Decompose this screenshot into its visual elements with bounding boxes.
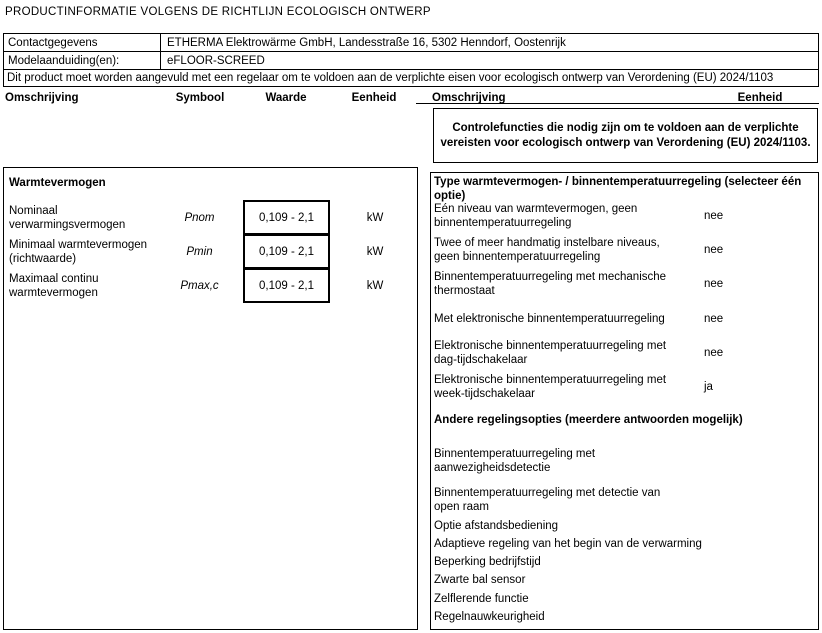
control-row-label: Met elektronische binnentemperatuurregeling [434, 313, 665, 325]
control-row-label: Elektronische binnentemperatuurregeling met dag-tijdschakelaar [434, 340, 667, 366]
control-row-value: ja [704, 381, 713, 393]
control-row-label: Optie afstandsbediening [434, 520, 559, 532]
other-options-section-title: Andere regelingsopties (meerdere antwoorden mogelijk) [434, 414, 743, 426]
control-functions-panel [430, 172, 819, 630]
column-header-symbol: Symbool [175, 92, 225, 104]
control-row-label: Adaptieve regeling van het begin van de verwarming [434, 538, 702, 550]
heat-row-unit: kW [366, 245, 384, 258]
heat-row-label: Nominaal verwarmingsvermogen [9, 204, 126, 231]
control-functions-notice: Controlefuncties die nodig zijn om te voldoen aan de verplichte vereisten voor ecologisch ontwerp van Verordening (EU) 2024/1103. [433, 108, 818, 163]
heat-row-unit: kW [366, 211, 384, 224]
heat-row-label: Minimaal warmtevermogen (richtwaarde) [9, 238, 148, 265]
heat-output-panel [3, 167, 418, 630]
heat-row-unit: kW [366, 279, 384, 292]
heat-row-value: 0,109 - 2,1 [243, 200, 330, 235]
column-header-unit-right: Eenheid [737, 92, 783, 104]
contact-value: ETHERMA Elektrowärme GmbH, Landesstraße 16, 5302 Henndorf, Oostenrijk [167, 36, 566, 49]
control-row-value: nee [704, 313, 724, 325]
model-label: Modelaanduiding(en): [4, 52, 161, 69]
control-row-value: nee [704, 210, 724, 222]
column-header-description-left: Omschrijving [5, 92, 79, 104]
contact-label: Contactgegevens [4, 34, 161, 51]
control-row-label: Twee of meer handmatig instelbare niveaus, geen binnentemperatuurregeling [434, 237, 660, 263]
control-row-value: nee [704, 244, 724, 256]
heat-output-section-title: Warmtevermogen [9, 177, 106, 189]
model-row [4, 52, 818, 70]
heat-row-value: 0,109 - 2,1 [243, 234, 330, 269]
column-header-unit-left: Eenheid [351, 92, 397, 104]
info-table [3, 33, 819, 87]
column-header-description-right: Omschrijving [432, 92, 506, 104]
control-row-label: Binnentemperatuurregeling met mechanische thermostaat [434, 271, 667, 297]
heat-row-nominal [4, 200, 417, 235]
regulation-notice: Dit product moet worden aangevuld met een regelaar om te voldoen aan de verplichte eisen voor ecologisch ontwerp van Verordening (EU) 2024/1103 [7, 72, 774, 84]
heat-row-symbol: Pmax,c [180, 279, 219, 292]
heat-row-value: 0,109 - 2,1 [243, 268, 330, 303]
column-header-value: Waarde [265, 92, 307, 104]
control-row-value: nee [704, 347, 724, 359]
control-row-value: nee [704, 278, 724, 290]
control-row-label: Elektronische binnentemperatuurregeling met week-tijdschakelaar [434, 374, 667, 400]
heat-row-symbol: Pnom [184, 211, 215, 224]
control-row-label: Eén niveau van warmtevermogen, geen binnentemperatuurregeling [434, 203, 638, 229]
control-row-label: Zelflerende functie [434, 593, 529, 605]
control-row-label: Regelnauwkeurigheid [434, 611, 545, 623]
model-value: eFLOOR-SCREED [167, 54, 265, 67]
heat-row-minimal [4, 234, 417, 269]
heat-row-label: Maximaal continu warmtevermogen [9, 272, 99, 299]
page-title: PRODUCTINFORMATIE VOLGENS DE RICHTLIJN ECOLOGISCH ONTWERP [5, 6, 431, 18]
control-row-label: Zwarte bal sensor [434, 574, 526, 586]
right-header-divider [416, 103, 819, 104]
control-type-section-title: Type warmtevermogen- / binnentemperatuurregeling (selecteer één optie) [434, 176, 802, 202]
control-row-label: Binnentemperatuurregeling met detectie van open raam [434, 487, 661, 513]
heat-row-symbol: Pmin [186, 245, 213, 258]
control-row-label: Beperking bedrijfstijd [434, 556, 541, 568]
heat-row-maximal [4, 268, 417, 303]
contact-row [4, 34, 818, 52]
control-row-label: Binnentemperatuurregeling met aanwezigheidsdetectie [434, 448, 596, 474]
